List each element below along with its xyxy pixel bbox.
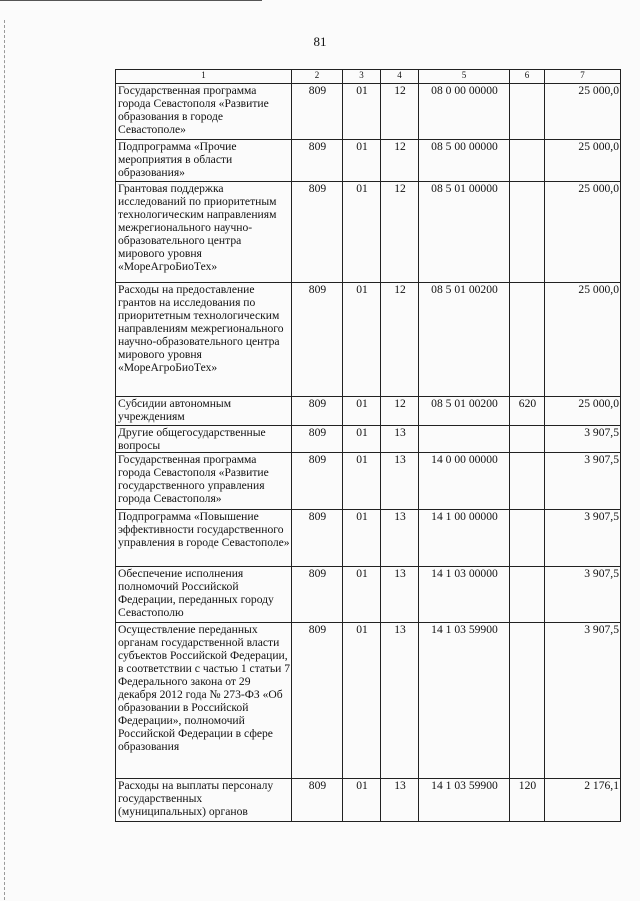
row-target-code: 08 5 01 00200 bbox=[419, 283, 510, 397]
row-amount: 3 907,5 bbox=[545, 623, 621, 779]
row-amount: 3 907,5 bbox=[545, 567, 621, 623]
row-ministry-code: 809 bbox=[292, 510, 343, 567]
row-name: Субсидии автономным учреждениям bbox=[116, 397, 292, 426]
row-ministry-code: 809 bbox=[292, 426, 343, 453]
row-subsection-code: 13 bbox=[381, 779, 419, 822]
header-col-4: 4 bbox=[381, 70, 419, 84]
row-amount: 25 000,0 bbox=[545, 84, 621, 140]
header-col-5: 5 bbox=[419, 70, 510, 84]
header-col-1: 1 bbox=[116, 70, 292, 84]
row-target-code: 14 1 00 00000 bbox=[419, 510, 510, 567]
table-row bbox=[116, 84, 621, 140]
row-subsection-code: 13 bbox=[381, 567, 419, 623]
row-subsection-code: 12 bbox=[381, 182, 419, 283]
scan-edge-left bbox=[4, 20, 5, 900]
row-target-code: 08 5 00 00000 bbox=[419, 140, 510, 182]
row-ministry-code: 809 bbox=[292, 182, 343, 283]
row-section-code: 01 bbox=[343, 140, 381, 182]
row-kind-code: 120 bbox=[510, 779, 545, 822]
row-section-code: 01 bbox=[343, 426, 381, 453]
row-kind-code: 620 bbox=[510, 397, 545, 426]
row-ministry-code: 809 bbox=[292, 283, 343, 397]
row-subsection-code: 13 bbox=[381, 510, 419, 567]
row-name: Расходы на выплаты персоналу государственных (муниципальных) органов bbox=[116, 779, 292, 822]
row-section-code: 01 bbox=[343, 182, 381, 283]
row-ministry-code: 809 bbox=[292, 140, 343, 182]
row-amount: 25 000,0 bbox=[545, 283, 621, 397]
row-target-code: 08 0 00 00000 bbox=[419, 84, 510, 140]
row-amount: 25 000,0 bbox=[545, 397, 621, 426]
row-section-code: 01 bbox=[343, 623, 381, 779]
row-subsection-code: 13 bbox=[381, 453, 419, 510]
row-amount: 2 176,1 bbox=[545, 779, 621, 822]
page-number: 81 bbox=[313, 34, 327, 49]
table-row bbox=[116, 510, 621, 567]
table-row bbox=[116, 283, 621, 397]
row-subsection-code: 12 bbox=[381, 283, 419, 397]
row-amount: 3 907,5 bbox=[545, 426, 621, 453]
row-section-code: 01 bbox=[343, 567, 381, 623]
row-amount: 25 000,0 bbox=[545, 140, 621, 182]
header-col-2: 2 bbox=[292, 70, 343, 84]
table-row bbox=[116, 140, 621, 182]
row-section-code: 01 bbox=[343, 779, 381, 822]
row-kind-code bbox=[510, 567, 545, 623]
row-kind-code bbox=[510, 84, 545, 140]
table-row bbox=[116, 567, 621, 623]
row-section-code: 01 bbox=[343, 510, 381, 567]
scan-edge-top bbox=[0, 0, 262, 1]
row-name: Расходы на предоставление грантов на исследования по приоритетным технологическим направлениям межрегионального научно-образовательного центра мирового уровня «МореАгроБиоТех» bbox=[116, 283, 292, 397]
row-subsection-code: 12 bbox=[381, 140, 419, 182]
row-name: Обеспечение исполнения полномочий Российской Федерации, переданных городу Севастополю bbox=[116, 567, 292, 623]
row-target-code: 14 0 00 00000 bbox=[419, 453, 510, 510]
row-section-code: 01 bbox=[343, 283, 381, 397]
row-ministry-code: 809 bbox=[292, 397, 343, 426]
row-subsection-code: 13 bbox=[381, 426, 419, 453]
row-ministry-code: 809 bbox=[292, 779, 343, 822]
header-row bbox=[116, 70, 621, 84]
row-kind-code bbox=[510, 426, 545, 453]
row-section-code: 01 bbox=[343, 453, 381, 510]
row-kind-code bbox=[510, 510, 545, 567]
row-subsection-code: 13 bbox=[381, 623, 419, 779]
row-name: Подпрограмма «Повышение эффективности государственного управления в городе Севастополе» bbox=[116, 510, 292, 567]
row-target-code bbox=[419, 426, 510, 453]
row-subsection-code: 12 bbox=[381, 397, 419, 426]
row-section-code: 01 bbox=[343, 84, 381, 140]
row-name: Осуществление переданных органам государственной власти субъектов Российской Федерации, в соответствии с частью 1 статьи 7 Федерального закона от 29 декабря 2012 года № 273-ФЗ «Об образовании в Российской Федерации», полномочий Российской Федерации в сфере образования bbox=[116, 623, 292, 779]
row-section-code: 01 bbox=[343, 397, 381, 426]
row-kind-code bbox=[510, 182, 545, 283]
row-kind-code bbox=[510, 623, 545, 779]
row-target-code: 14 1 03 59900 bbox=[419, 623, 510, 779]
table-row bbox=[116, 623, 621, 779]
header-col-7: 7 bbox=[545, 70, 621, 84]
table-row bbox=[116, 397, 621, 426]
row-ministry-code: 809 bbox=[292, 623, 343, 779]
row-ministry-code: 809 bbox=[292, 453, 343, 510]
table-row bbox=[116, 182, 621, 283]
row-amount: 3 907,5 bbox=[545, 510, 621, 567]
row-amount: 3 907,5 bbox=[545, 453, 621, 510]
header-col-6: 6 bbox=[510, 70, 545, 84]
row-name: Подпрограмма «Прочие мероприятия в области образования» bbox=[116, 140, 292, 182]
row-name: Государственная программа города Севастополя «Развитие образования в городе Севастополе» bbox=[116, 84, 292, 140]
table-row bbox=[116, 453, 621, 510]
row-ministry-code: 809 bbox=[292, 567, 343, 623]
row-target-code: 14 1 03 59900 bbox=[419, 779, 510, 822]
row-kind-code bbox=[510, 453, 545, 510]
row-kind-code bbox=[510, 140, 545, 182]
row-target-code: 08 5 01 00000 bbox=[419, 182, 510, 283]
table-row bbox=[116, 426, 621, 453]
row-kind-code bbox=[510, 283, 545, 397]
header-col-3: 3 bbox=[343, 70, 381, 84]
row-name: Другие общегосударственные вопросы bbox=[116, 426, 292, 453]
row-amount: 25 000,0 bbox=[545, 182, 621, 283]
row-name: Грантовая поддержка исследований по приоритетным технологическим направлениям межрегионального научно-образовательного центра мирового уровня «МореАгроБиоТех» bbox=[116, 182, 292, 283]
table-row bbox=[116, 779, 621, 822]
row-target-code: 08 5 01 00200 bbox=[419, 397, 510, 426]
row-target-code: 14 1 03 00000 bbox=[419, 567, 510, 623]
row-subsection-code: 12 bbox=[381, 84, 419, 140]
budget-table bbox=[115, 69, 621, 822]
row-ministry-code: 809 bbox=[292, 84, 343, 140]
row-name: Государственная программа города Севастополя «Развитие государственного управления города Севастополя» bbox=[116, 453, 292, 510]
